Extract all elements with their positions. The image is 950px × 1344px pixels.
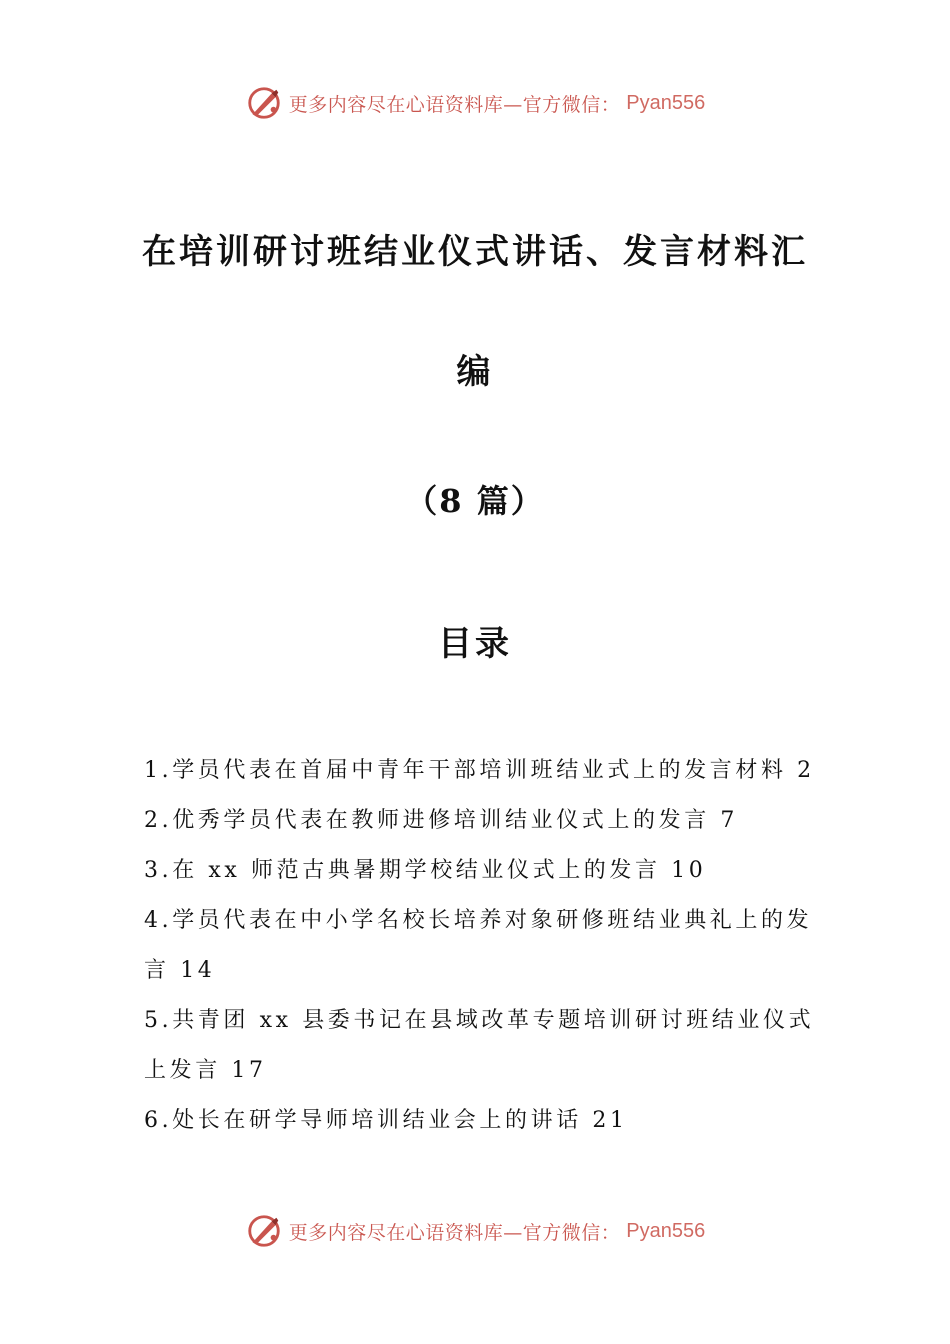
watermark-text: 更多内容尽在心语资料库—官方微信： (288, 1221, 621, 1244)
pen-logo-icon (245, 1212, 283, 1250)
toc-line[interactable]: 5.共青团 xx 县委书记在县域改革专题培训研讨班结业仪式 (144, 1008, 815, 1033)
toc-line[interactable]: 1.学员代表在首届中青年干部培训班结业式上的发言材料 2 (144, 758, 815, 783)
toc-line[interactable]: 2.优秀学员代表在教师进修培训结业仪式上的发言 7 (144, 808, 738, 833)
toc-line[interactable]: 上发言 17 (144, 1058, 267, 1083)
toc-line[interactable]: 6.处长在研学导师培训结业会上的讲话 21 (144, 1108, 628, 1133)
watermark-wechat-id: Pyan556 (626, 91, 706, 114)
watermark-wechat-id: Pyan556 (626, 1219, 706, 1242)
toc-line[interactable]: 4.学员代表在中小学名校长培养对象研修班结业典礼上的发 (144, 908, 813, 933)
toc-line[interactable]: 3.在 xx 师范古典暑期学校结业仪式上的发言 10 (144, 858, 707, 883)
document-title-line-1: 在培训研讨班结业仪式讲话、发言材料汇 (142, 232, 808, 272)
toc-line[interactable]: 言 14 (144, 958, 216, 983)
watermark-text: 更多内容尽在心语资料库—官方微信： (288, 93, 621, 116)
toc-heading: 目录 (438, 624, 512, 664)
document-title-line-2: 编 (456, 352, 494, 392)
header-watermark (0, 84, 950, 122)
pen-logo-icon (245, 84, 283, 122)
footer-watermark (0, 1212, 950, 1250)
document-count: （8 篇） (405, 482, 545, 520)
table-of-contents (144, 746, 815, 1146)
